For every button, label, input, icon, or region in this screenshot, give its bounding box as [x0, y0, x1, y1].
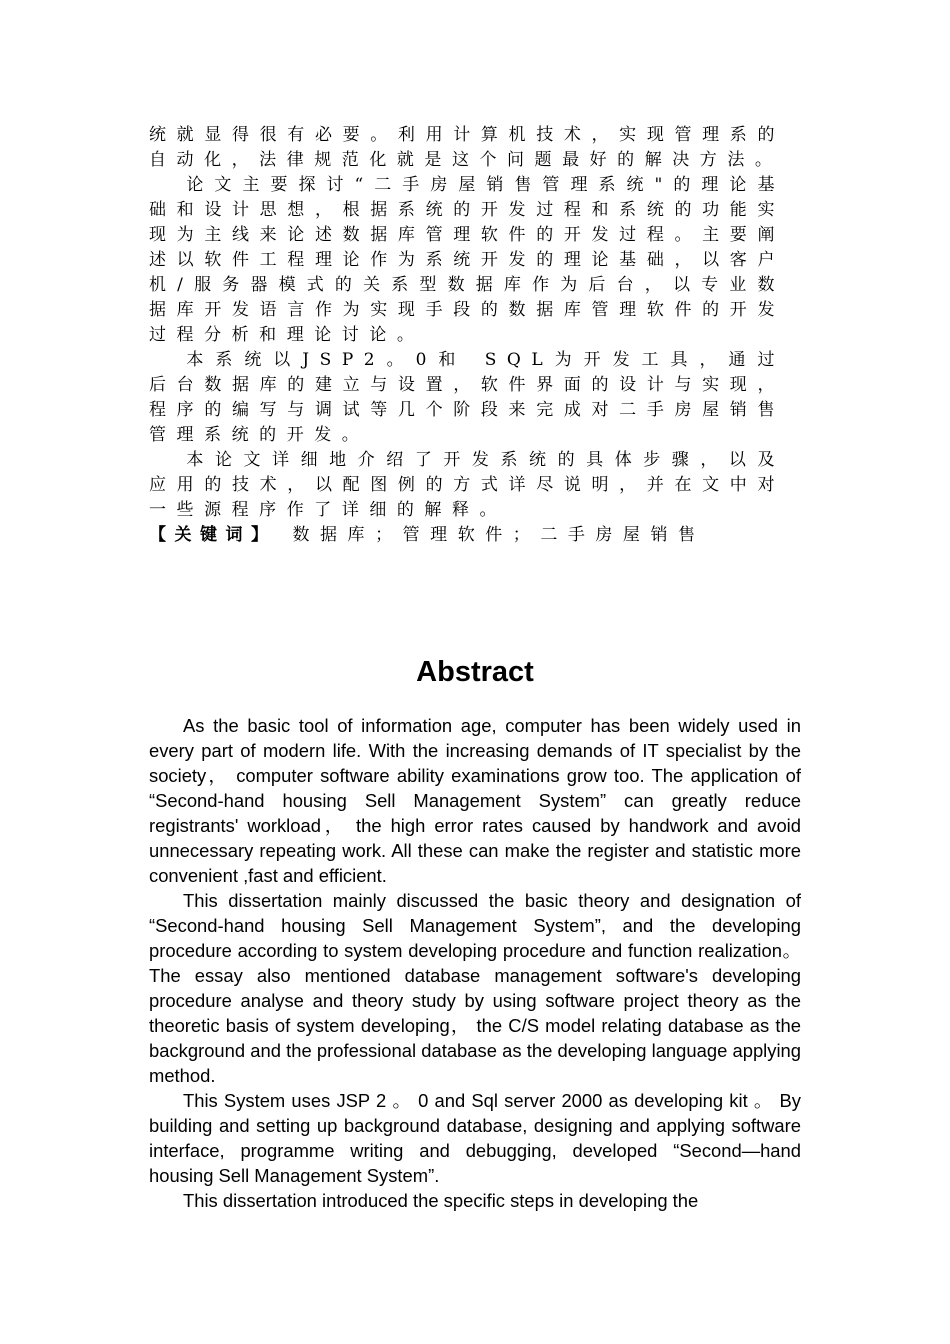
chinese-paragraph-1: 论文主要探讨“二手房屋销售管理系统"的理论基础和设计思想，根据系统的开发过程和系统的功能实现为主线来论述数据库管理软件的开发过程。主要阐述以软件工程理论作为系统开发的理论基础，以客户机/服务器模式的关系型数据库作为后台，以专业数据库开发语言作为实现手段的数据库管理软件的开发过程分析和理论讨论。 [149, 175, 785, 345]
chinese-intro-tail: 统就显得很有必要。利用计算机技术，实现管理系的自动化，法律规范化就是这个问题最好的解决方法。 [149, 125, 785, 170]
english-abstract [149, 713, 801, 1213]
chinese-abstract [149, 123, 785, 548]
keywords-text: 数据库；管理软件；二手房屋销售 [292, 525, 706, 545]
chinese-paragraph-2: 本系统以JSP2。0和 SQL为开发工具，通过后台数据库的建立与设置，软件界面的设计与实现，程序的编写与调试等几个阶段来完成对二手房屋销售管理系统的开发。 [149, 350, 785, 445]
keywords-line [149, 523, 785, 548]
abstract-title: Abstract [416, 656, 534, 688]
keywords-label: 【关键词】 [149, 525, 277, 545]
english-paragraph-2: This dissertation mainly discussed the basic theory and designation of “Second-hand housing Sell Management System”, and the developing procedure according to system developing procedure and function realization。 The essay also mentioned database management software's developing procedure analyse and theory study by using software project theory as the theoretic basis of system developing， the C/S model relating database as the background and the professional database as the developing language applying method. [149, 890, 801, 1086]
english-paragraph-3: This System uses JSP 2 。 0 and Sql server 2000 as developing kit 。 By building and setting up background database, designing and applying software interface, programme writing and debugging, developed “Second—hand housing Sell Management System”. [149, 1090, 801, 1186]
chinese-paragraph-3: 本论文详细地介绍了开发系统的具体步骤，以及应用的技术，以配图例的方式详尽说明，并在文中对一些源程序作了详细的解释。 [149, 450, 785, 520]
english-paragraph-4: This dissertation introduced the specific steps in developing the [183, 1190, 699, 1211]
english-paragraph-1: As the basic tool of information age, computer has been widely used in every part of modern life. With the increasing demands of IT specialist by the society， computer software ability examinations grow too. The application of “Second-hand housing Sell Management System” can greatly reduce registrants' workload， the high error rates caused by handwork and avoid unnecessary repeating work. All these can make the register and statistic more convenient ,fast and efficient. [149, 715, 801, 886]
